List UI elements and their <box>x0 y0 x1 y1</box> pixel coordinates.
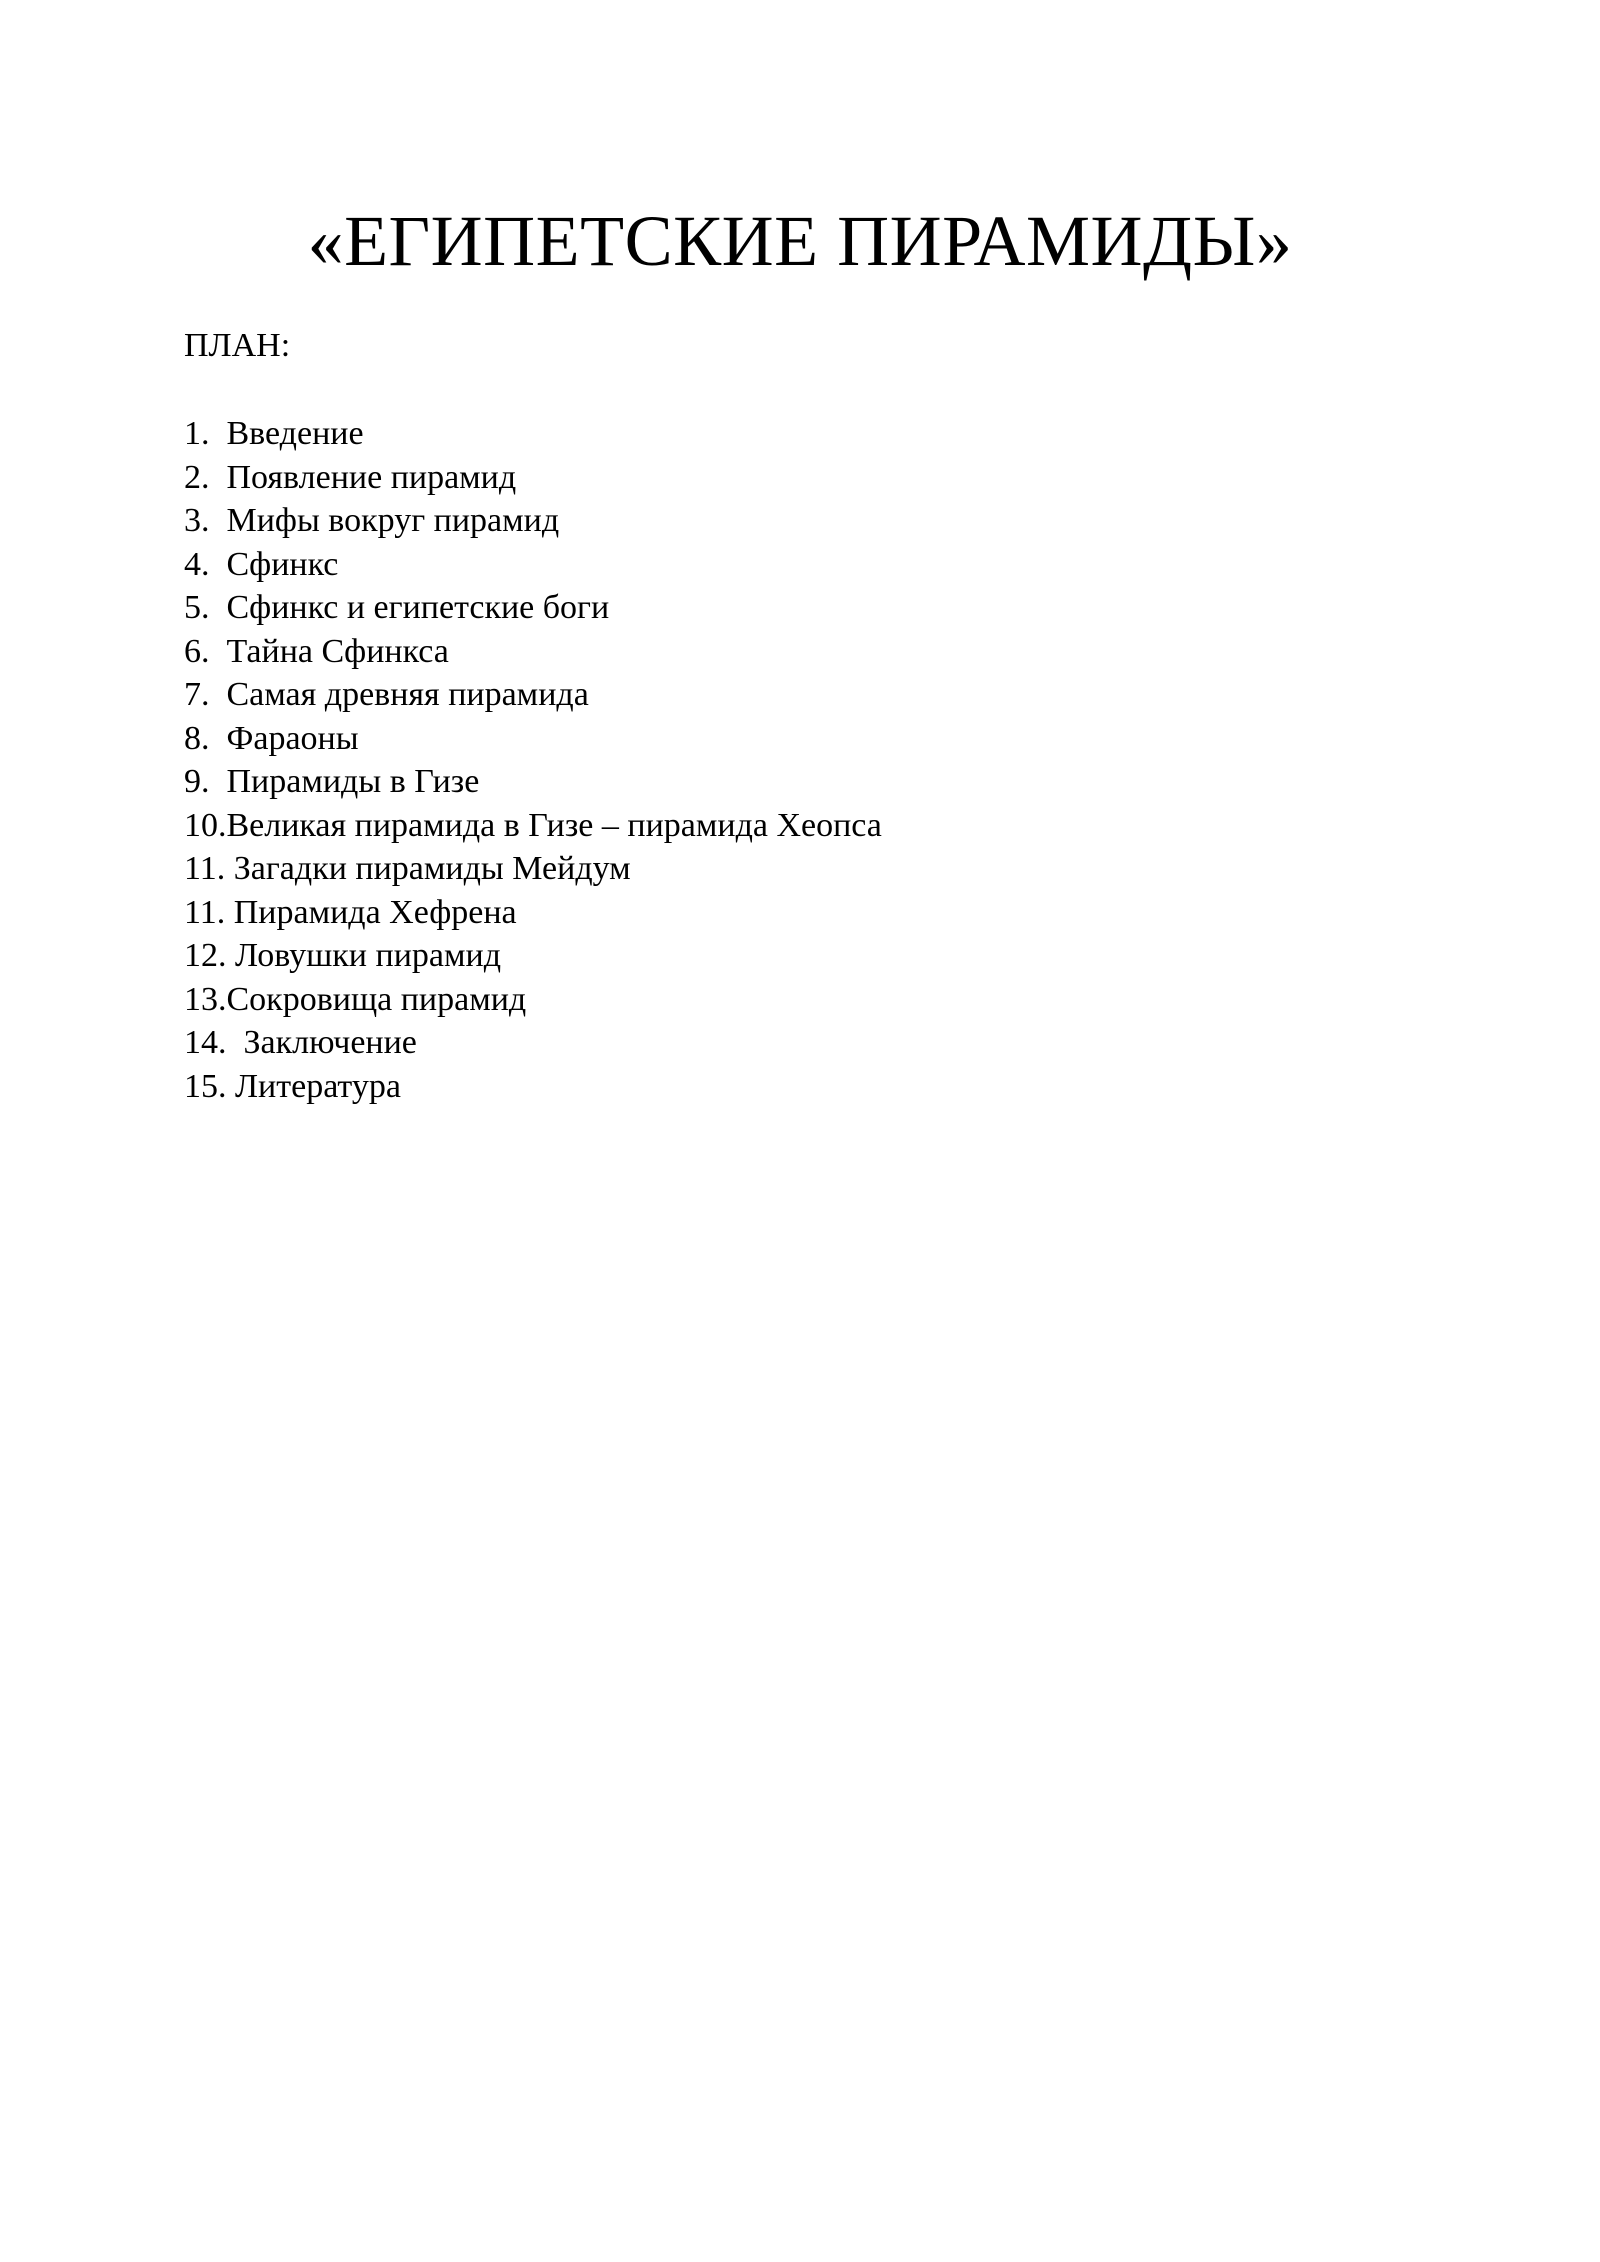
list-item <box>184 673 882 717</box>
table-of-contents <box>184 412 882 1108</box>
list-item <box>184 847 882 891</box>
list-item-text: 4. Сфинкс <box>184 545 339 583</box>
list-item <box>184 499 882 543</box>
list-item <box>184 586 882 630</box>
list-item-text: 7. Самая древняя пирамида <box>184 676 589 713</box>
list-item <box>184 630 882 674</box>
document-title: «ЕГИПЕТСКИЕ ПИРАМИДЫ» <box>307 201 1293 281</box>
list-item-text: 15. Литература <box>184 1067 401 1105</box>
list-item-text: 11. Пирамида Хефрена <box>184 893 517 931</box>
list-item-text: 11. Загадки пирамиды Мейдум <box>184 850 631 887</box>
list-item-text: 2. Появление пирамид <box>184 458 517 496</box>
list-item-text: 9. Пирамиды в Гизе <box>184 763 480 800</box>
list-item-text: 14. Заключение <box>184 1024 417 1061</box>
list-item <box>184 1021 882 1065</box>
list-item <box>184 412 882 456</box>
list-item-text: 10.Великая пирамида в Гизе – пирамида Хеопса <box>184 806 882 844</box>
list-item-text: 6. Тайна Сфинкса <box>184 632 449 670</box>
list-item <box>184 717 882 761</box>
list-item <box>184 456 882 500</box>
list-item <box>184 978 882 1022</box>
list-item <box>184 891 882 935</box>
list-item-text: 13.Сокровища пирамид <box>184 980 527 1018</box>
list-item <box>184 1065 882 1109</box>
list-item <box>184 804 882 848</box>
list-item-text: 8. Фараоны <box>184 719 359 757</box>
list-item <box>184 934 882 978</box>
plan-label: ПЛАН: <box>184 327 291 364</box>
list-item-text: 12. Ловушки пирамид <box>184 937 501 974</box>
list-item <box>184 543 882 587</box>
list-item-text: 1. Введение <box>184 415 364 452</box>
list-item <box>184 760 882 804</box>
list-item-text: 5. Сфинкс и египетские боги <box>184 589 610 626</box>
list-item-text: 3. Мифы вокруг пирамид <box>184 502 560 539</box>
